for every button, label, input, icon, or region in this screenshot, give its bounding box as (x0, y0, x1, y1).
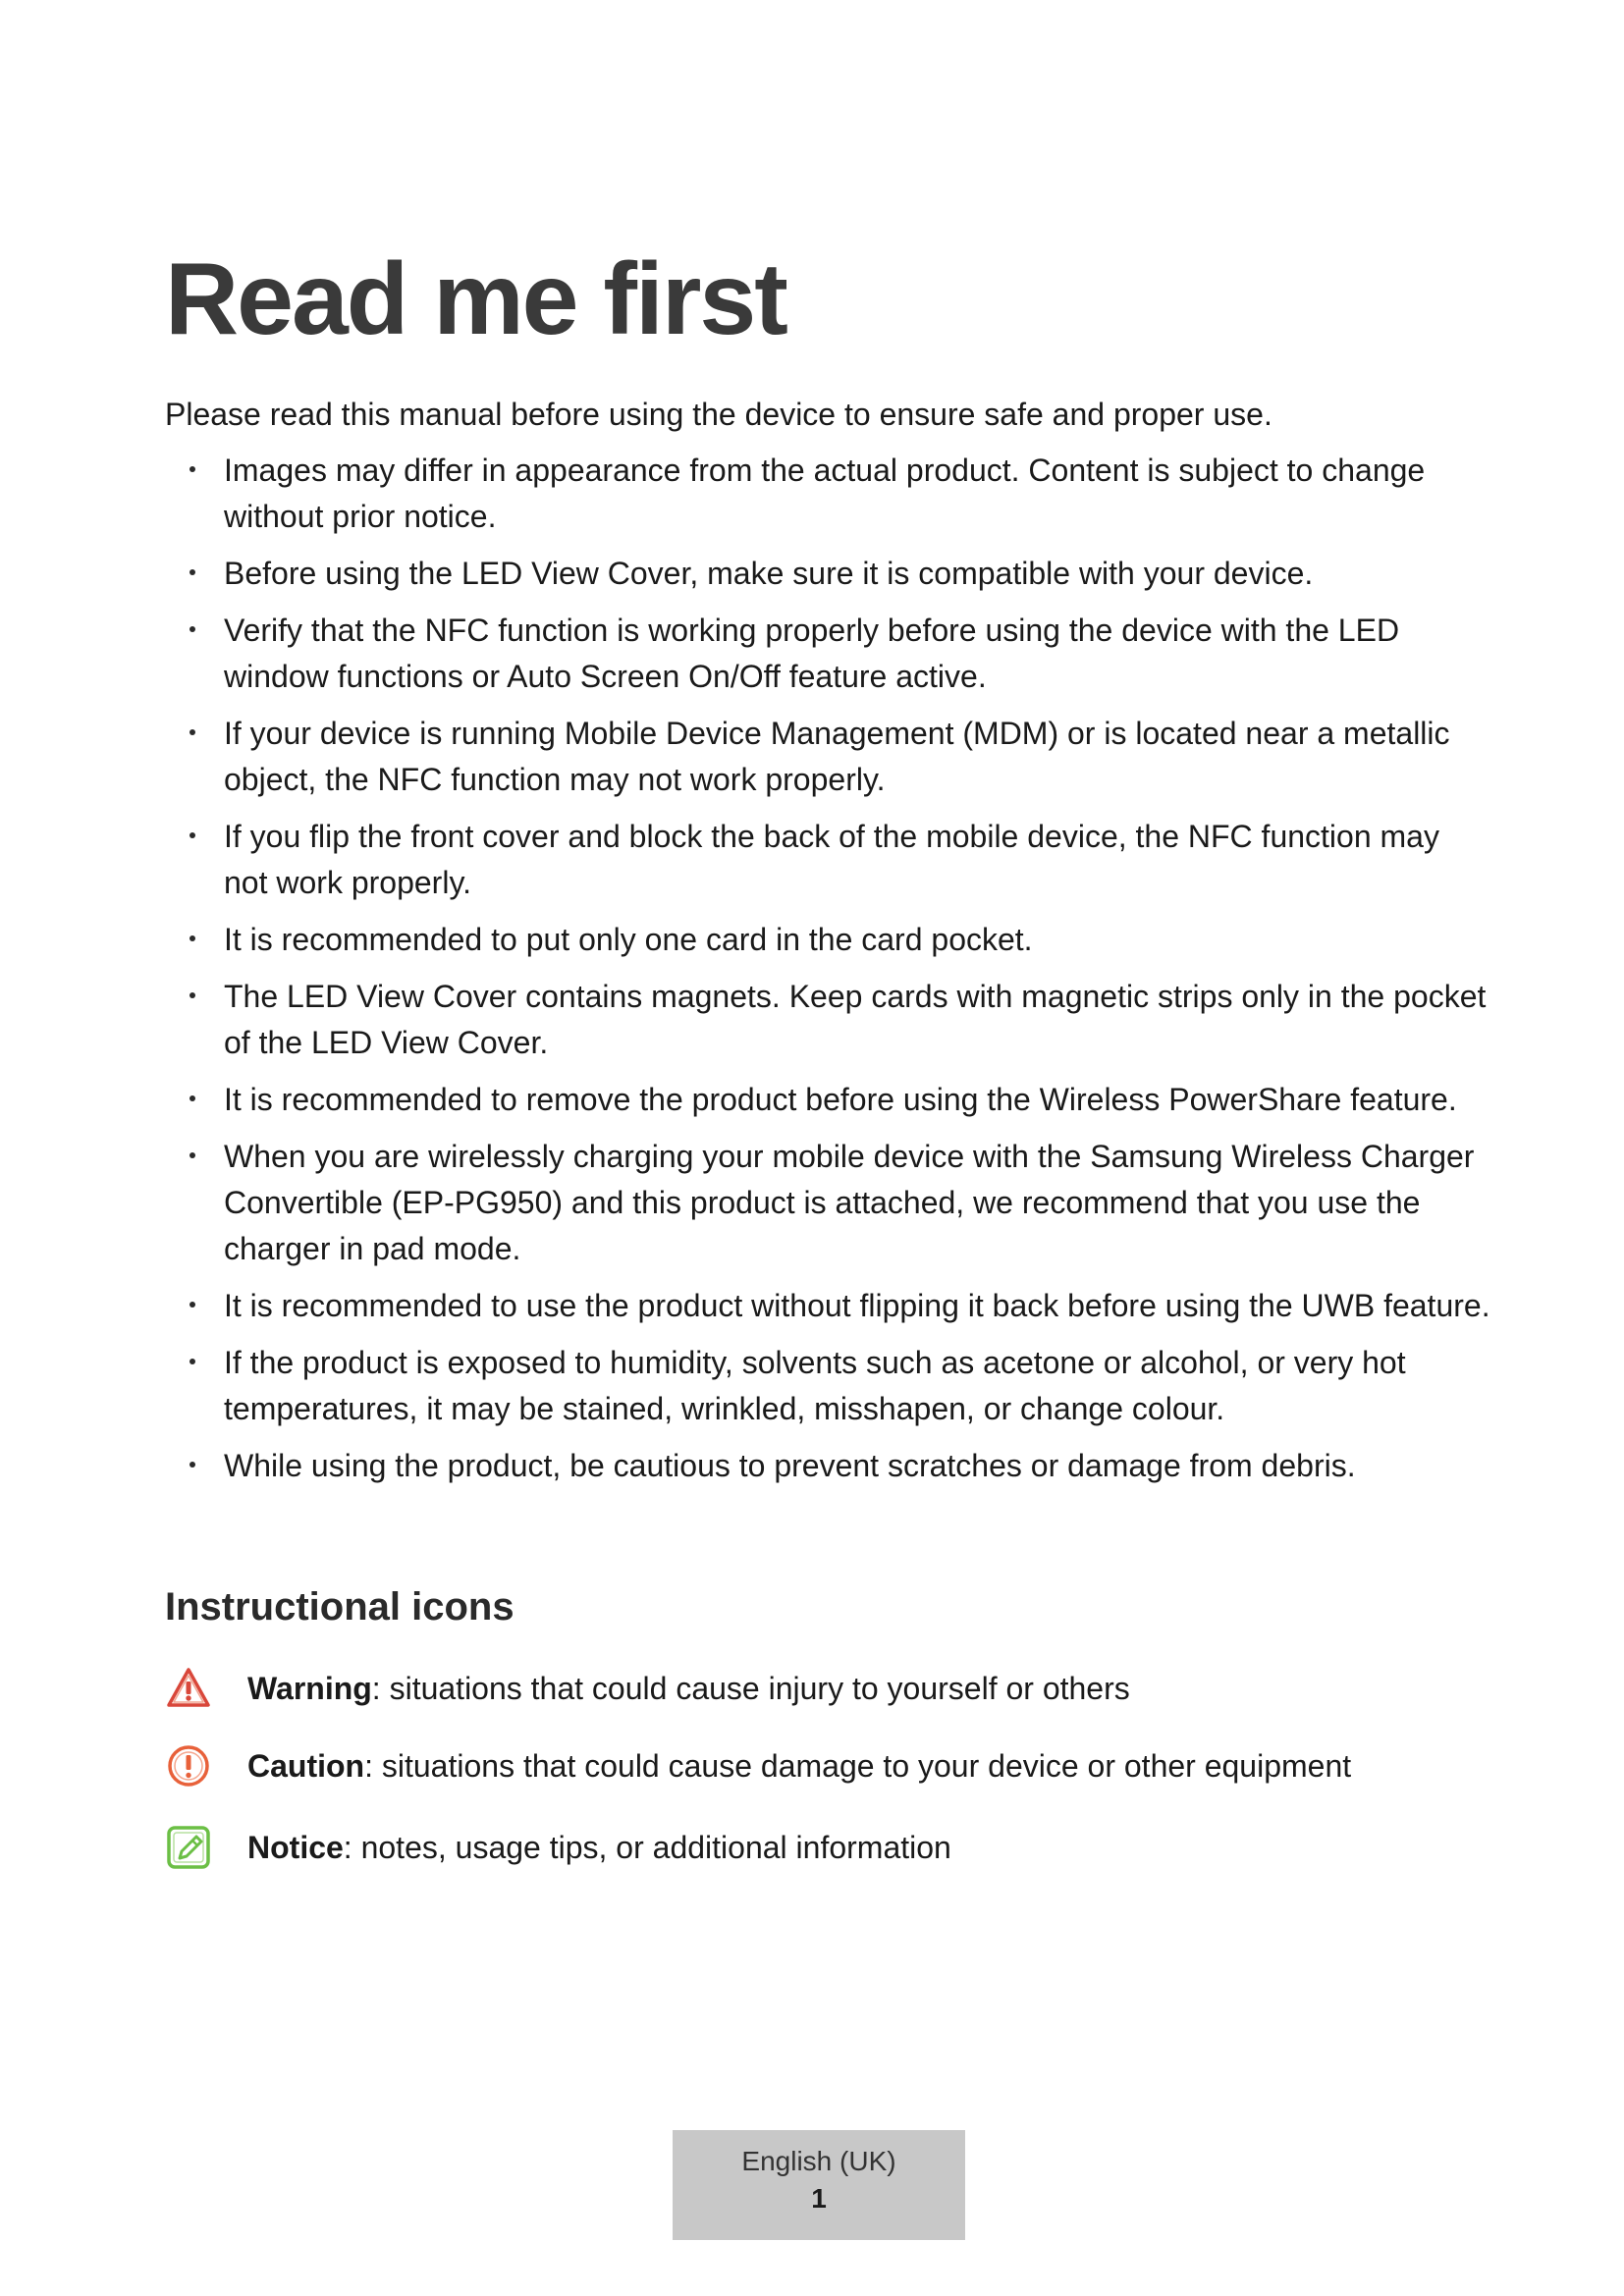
bullet-dot-icon (189, 935, 195, 941)
warning-triangle-icon (165, 1665, 212, 1712)
warning-label: Warning (247, 1671, 372, 1706)
bullet-dot-icon (189, 1462, 195, 1468)
notice-pencil-icon (165, 1824, 212, 1871)
intro-paragraph: Please read this manual before using the device to ensure safe and proper use. (165, 397, 1272, 432)
caution-row (165, 1742, 1490, 1789)
caution-circle-icon (165, 1742, 212, 1789)
bullet-item: It is recommended to remove the product before using the Wireless PowerShare feature. (165, 1077, 1490, 1123)
bullet-dot-icon (189, 992, 195, 998)
warning-text: : situations that could cause injury to yourself or others (371, 1671, 1130, 1706)
bullet-dot-icon (189, 832, 195, 838)
page-footer (673, 2130, 965, 2240)
caution-label: Caution (247, 1748, 365, 1784)
bullet-item: The LED View Cover contains magnets. Keep cards with magnetic strips only in the pocket of the LED View Cover. (165, 974, 1490, 1066)
bullet-item: While using the product, be cautious to prevent scratches or damage from debris. (165, 1443, 1490, 1489)
section-heading-instructional-icons: Instructional icons (165, 1585, 514, 1629)
notice-label: Notice (247, 1830, 344, 1865)
bullet-dot-icon (189, 626, 195, 632)
bullet-dot-icon (189, 569, 195, 575)
warning-row (165, 1665, 1490, 1712)
bullet-dot-icon (189, 1095, 195, 1101)
bullet-item: Images may differ in appearance from the actual product. Content is subject to change without prior notice. (165, 448, 1490, 540)
bullet-item: If your device is running Mobile Device Management (MDM) or is located near a metallic object, the NFC function may not work properly. (165, 711, 1490, 803)
page-title: Read me first (165, 242, 786, 356)
bullet-item: If you flip the front cover and block the back of the mobile device, the NFC function may not work properly. (165, 814, 1490, 906)
caution-text: : situations that could cause damage to your device or other equipment (364, 1748, 1352, 1784)
bullet-item: Before using the LED View Cover, make sure it is compatible with your device. (165, 551, 1490, 597)
notice-text: : notes, usage tips, or additional information (343, 1830, 951, 1865)
bullet-dot-icon (189, 1152, 195, 1158)
bullet-item: When you are wirelessly charging your mobile device with the Samsung Wireless Charger Convertible (EP-PG950) and this product is attached, we recommend that you use the charger in pad mode. (165, 1134, 1490, 1272)
bullet-item: It is recommended to put only one card in the card pocket. (165, 917, 1490, 963)
bullet-item: Verify that the NFC function is working properly before using the device with the LED window functions or Auto Screen On/Off feature active. (165, 608, 1490, 700)
bullet-list (165, 448, 1490, 1500)
bullet-dot-icon (189, 466, 195, 472)
page-number: 1 (811, 2183, 827, 2214)
bullet-dot-icon (189, 729, 195, 735)
bullet-dot-icon (189, 1359, 195, 1364)
bullet-item: If the product is exposed to humidity, solvents such as acetone or alcohol, or very hot temperatures, it may be stained, wrinkled, misshapen, or change colour. (165, 1340, 1490, 1432)
bullet-dot-icon (189, 1302, 195, 1308)
footer-language: English (UK) (741, 2146, 896, 2176)
bullet-item: It is recommended to use the product without flipping it back before using the UWB feature. (165, 1283, 1490, 1329)
notice-row (165, 1824, 1490, 1871)
